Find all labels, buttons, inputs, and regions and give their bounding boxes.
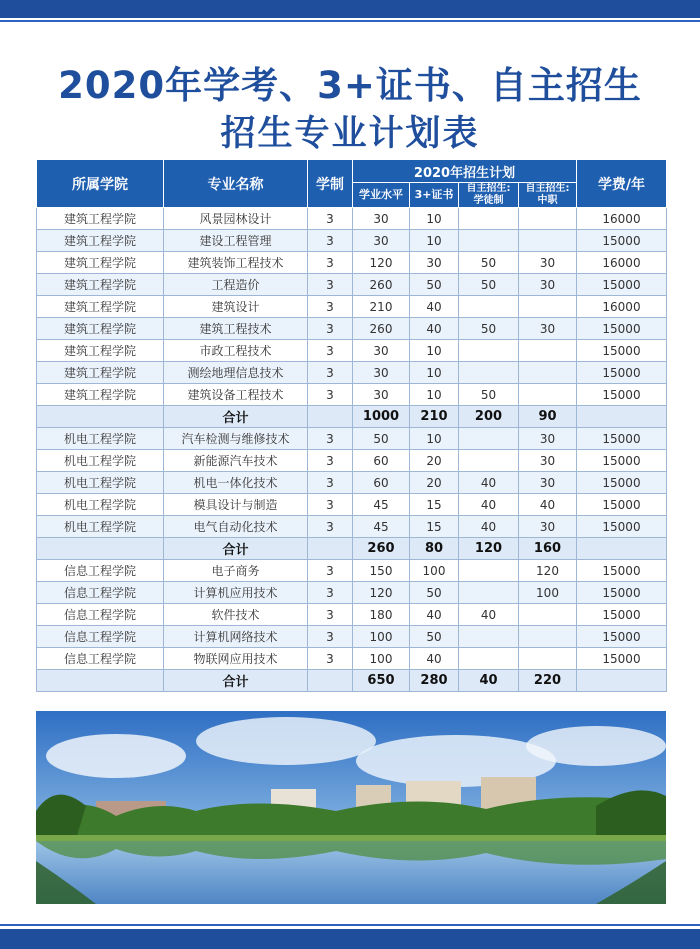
apprentice-cell: 40 [459,604,519,626]
fee-cell [577,538,667,560]
duration-cell: 3 [308,384,353,406]
fee-cell: 15000 [577,318,667,340]
secondary-cell: 90 [519,406,577,428]
college-cell [37,538,164,560]
major-cell: 建设工程管理 [164,230,308,252]
secondary-cell: 30 [519,450,577,472]
major-cell: 计算机应用技术 [164,582,308,604]
academic-cell: 30 [353,362,410,384]
duration-cell [308,670,353,692]
cert-cell: 210 [410,406,459,428]
fee-cell: 15000 [577,230,667,252]
cert-cell: 15 [410,494,459,516]
academic-cell: 120 [353,582,410,604]
major-cell: 汽车检测与维修技术 [164,428,308,450]
college-cell: 建筑工程学院 [37,274,164,296]
secondary-cell [519,296,577,318]
secondary-cell: 30 [519,318,577,340]
academic-cell: 60 [353,472,410,494]
college-cell: 建筑工程学院 [37,230,164,252]
secondary-cell: 30 [519,274,577,296]
duration-cell: 3 [308,274,353,296]
cert-cell: 40 [410,604,459,626]
apprentice-cell: 50 [459,274,519,296]
bottom-banner-bar [0,929,700,949]
secondary-cell: 30 [519,472,577,494]
academic-cell: 30 [353,340,410,362]
major-cell: 风景园林设计 [164,208,308,230]
campus-photo [36,711,666,904]
college-cell: 建筑工程学院 [37,252,164,274]
duration-cell: 3 [308,428,353,450]
table-row [37,362,667,384]
header-fee: 学费/年 [577,160,667,208]
duration-cell: 3 [308,472,353,494]
major-cell: 软件技术 [164,604,308,626]
cert-cell: 40 [410,318,459,340]
apprentice-cell: 50 [459,384,519,406]
major-cell: 建筑装饰工程技术 [164,252,308,274]
table-row [37,230,667,252]
college-cell: 建筑工程学院 [37,296,164,318]
college-cell: 信息工程学院 [37,604,164,626]
cert-cell: 10 [410,362,459,384]
apprentice-cell [459,648,519,670]
academic-cell: 150 [353,560,410,582]
apprentice-cell [459,428,519,450]
table-total-row [37,406,667,428]
major-cell: 测绘地理信息技术 [164,362,308,384]
academic-cell: 210 [353,296,410,318]
fee-cell: 16000 [577,252,667,274]
fee-cell [577,406,667,428]
top-banner-bar [0,0,700,18]
major-cell: 建筑设计 [164,296,308,318]
table-row [37,252,667,274]
academic-cell: 650 [353,670,410,692]
total-label-cell: 合计 [164,670,308,692]
secondary-cell: 30 [519,428,577,450]
major-cell: 新能源汽车技术 [164,450,308,472]
enrollment-plan-table [36,159,667,692]
table-row [37,626,667,648]
apprentice-cell: 40 [459,472,519,494]
duration-cell: 3 [308,626,353,648]
secondary-cell: 40 [519,494,577,516]
apprentice-cell [459,582,519,604]
table-row [37,604,667,626]
header-self-secondary: 自主招生: 中职 [519,183,577,208]
college-cell: 信息工程学院 [37,582,164,604]
fee-cell: 15000 [577,604,667,626]
major-cell: 机电一体化技术 [164,472,308,494]
duration-cell: 3 [308,318,353,340]
fee-cell: 16000 [577,208,667,230]
cert-cell: 50 [410,626,459,648]
table-row [37,582,667,604]
cert-cell: 10 [410,428,459,450]
fee-cell: 15000 [577,274,667,296]
fee-cell: 15000 [577,648,667,670]
secondary-cell: 120 [519,560,577,582]
table-row [37,560,667,582]
college-cell: 建筑工程学院 [37,362,164,384]
apprentice-cell [459,450,519,472]
fee-cell [577,670,667,692]
cert-cell: 15 [410,516,459,538]
duration-cell [308,406,353,428]
cert-cell: 20 [410,450,459,472]
secondary-cell [519,626,577,648]
fee-cell: 15000 [577,450,667,472]
secondary-cell [519,604,577,626]
secondary-cell: 30 [519,252,577,274]
apprentice-cell: 50 [459,318,519,340]
secondary-cell: 100 [519,582,577,604]
duration-cell: 3 [308,582,353,604]
major-cell: 计算机网络技术 [164,626,308,648]
duration-cell: 3 [308,230,353,252]
fee-cell: 15000 [577,362,667,384]
duration-cell [308,538,353,560]
cert-cell: 40 [410,296,459,318]
college-cell: 信息工程学院 [37,648,164,670]
major-cell: 物联网应用技术 [164,648,308,670]
table-row [37,318,667,340]
major-cell: 市政工程技术 [164,340,308,362]
apprentice-cell [459,296,519,318]
cert-cell: 10 [410,230,459,252]
total-label-cell: 合计 [164,538,308,560]
table-row [37,384,667,406]
apprentice-cell: 200 [459,406,519,428]
fee-cell: 15000 [577,384,667,406]
academic-cell: 120 [353,252,410,274]
secondary-cell [519,208,577,230]
college-cell: 建筑工程学院 [37,384,164,406]
header-cert: 3+证书 [410,183,459,208]
total-label-cell: 合计 [164,406,308,428]
table-row [37,516,667,538]
table-row [37,450,667,472]
table-total-row [37,670,667,692]
fee-cell: 15000 [577,626,667,648]
academic-cell: 100 [353,626,410,648]
table-total-row [37,538,667,560]
secondary-cell: 30 [519,516,577,538]
college-cell [37,406,164,428]
table-row [37,274,667,296]
table-body [37,208,667,692]
table-row [37,428,667,450]
page-title: 2020年学考、3+证书、自主招生 [58,64,642,107]
academic-cell: 30 [353,230,410,252]
duration-cell: 3 [308,208,353,230]
college-cell: 机电工程学院 [37,494,164,516]
cert-cell: 20 [410,472,459,494]
duration-cell: 3 [308,296,353,318]
cert-cell: 50 [410,582,459,604]
header-plan-group: 2020年招生计划 [353,160,577,183]
secondary-cell: 220 [519,670,577,692]
header-academic: 学业水平 [353,183,410,208]
major-cell: 电气自动化技术 [164,516,308,538]
cert-cell: 10 [410,340,459,362]
major-cell: 建筑工程技术 [164,318,308,340]
apprentice-cell [459,230,519,252]
header-major: 专业名称 [164,160,308,208]
college-cell: 机电工程学院 [37,516,164,538]
college-cell: 机电工程学院 [37,472,164,494]
secondary-cell [519,362,577,384]
secondary-cell: 160 [519,538,577,560]
cert-cell: 50 [410,274,459,296]
cert-cell: 10 [410,384,459,406]
college-cell [37,670,164,692]
college-cell: 建筑工程学院 [37,208,164,230]
college-cell: 建筑工程学院 [37,340,164,362]
header-self-apprentice: 自主招生: 学徒制 [459,183,519,208]
apprentice-cell [459,560,519,582]
fee-cell: 15000 [577,494,667,516]
fee-cell: 15000 [577,428,667,450]
secondary-cell [519,230,577,252]
academic-cell: 30 [353,384,410,406]
academic-cell: 50 [353,428,410,450]
apprentice-cell: 120 [459,538,519,560]
fee-cell: 15000 [577,472,667,494]
duration-cell: 3 [308,450,353,472]
header-duration: 学制 [308,160,353,208]
apprentice-cell: 40 [459,494,519,516]
duration-cell: 3 [308,340,353,362]
apprentice-cell [459,340,519,362]
major-cell: 工程造价 [164,274,308,296]
fee-cell: 15000 [577,340,667,362]
duration-cell: 3 [308,494,353,516]
table-row [37,296,667,318]
academic-cell: 260 [353,274,410,296]
cert-cell: 100 [410,560,459,582]
major-cell: 建筑设备工程技术 [164,384,308,406]
academic-cell: 45 [353,494,410,516]
duration-cell: 3 [308,648,353,670]
college-cell: 机电工程学院 [37,450,164,472]
table-row [37,208,667,230]
secondary-cell [519,384,577,406]
table-row [37,494,667,516]
duration-cell: 3 [308,252,353,274]
apprentice-cell: 40 [459,670,519,692]
apprentice-cell: 50 [459,252,519,274]
apprentice-cell [459,208,519,230]
duration-cell: 3 [308,362,353,384]
apprentice-cell [459,362,519,384]
header-college: 所属学院 [37,160,164,208]
page-subtitle: 招生专业计划表 [220,114,480,154]
academic-cell: 45 [353,516,410,538]
cert-cell: 80 [410,538,459,560]
academic-cell: 30 [353,208,410,230]
fee-cell: 16000 [577,296,667,318]
fee-cell: 15000 [577,560,667,582]
table-row [37,340,667,362]
secondary-cell [519,340,577,362]
cert-cell: 30 [410,252,459,274]
duration-cell: 3 [308,516,353,538]
major-cell: 模具设计与制造 [164,494,308,516]
apprentice-cell: 40 [459,516,519,538]
academic-cell: 1000 [353,406,410,428]
fee-cell: 15000 [577,516,667,538]
table-row [37,648,667,670]
college-cell: 机电工程学院 [37,428,164,450]
cert-cell: 40 [410,648,459,670]
academic-cell: 180 [353,604,410,626]
cert-cell: 10 [410,208,459,230]
academic-cell: 100 [353,648,410,670]
fee-cell: 15000 [577,582,667,604]
academic-cell: 260 [353,318,410,340]
college-cell: 信息工程学院 [37,560,164,582]
duration-cell: 3 [308,560,353,582]
academic-cell: 260 [353,538,410,560]
table-row [37,472,667,494]
duration-cell: 3 [308,604,353,626]
major-cell: 电子商务 [164,560,308,582]
academic-cell: 60 [353,450,410,472]
secondary-cell [519,648,577,670]
college-cell: 信息工程学院 [37,626,164,648]
college-cell: 建筑工程学院 [37,318,164,340]
apprentice-cell [459,626,519,648]
cert-cell: 280 [410,670,459,692]
